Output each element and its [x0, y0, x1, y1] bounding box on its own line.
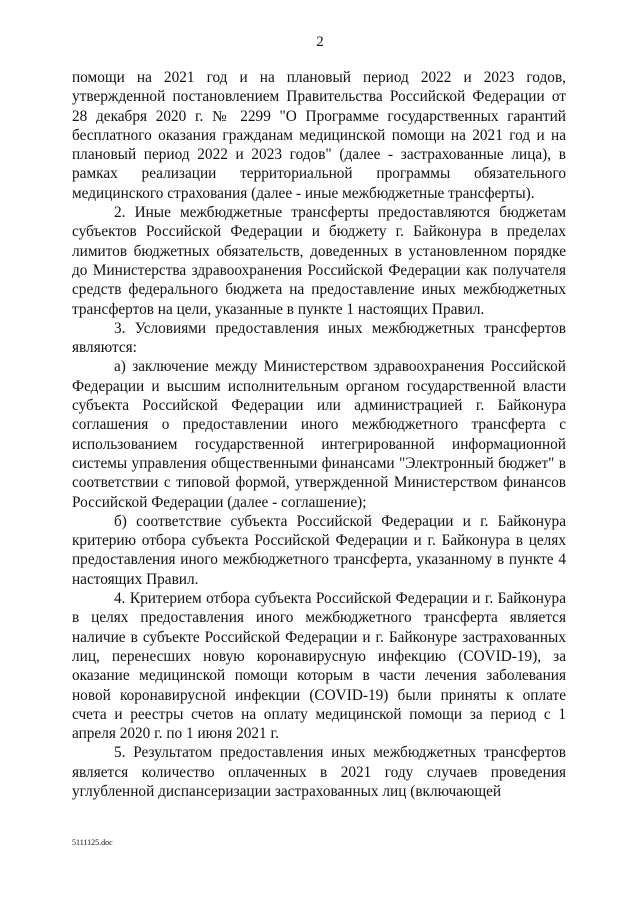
- paragraph-item-3: 3. Условиями предоставления иных межбюджетных трансфертов являются:: [72, 319, 566, 357]
- paragraph-item-2: 2. Иные межбюджетные трансферты предоставляются бюджетам субъектов Российской Федерации и бюджету г. Байконура в пределах лимитов бюджетных обязательств, доведенных в установленном порядке до Министерства здравоохранения Российской Федерации как получателя средств федерального бюджета на предоставление иных межбюджетных трансфертов на цели, указанные в пункте 1 настоящих Правил.: [72, 204, 566, 318]
- paragraph-continuation: помощи на 2021 год и на плановый период 2022 и 2023 годов, утвержденной постановлением Правительства Российской Федерации от 28 декабря 2020 г. № 2299 "О Программе государственных гарантий бесплатного оказания гражданам медицинской помощи на 2021 год и на плановый период 2022 и 2023 годов" (далее - застрахованные лица), в рамках реализации территориальной программы обязательного медицинского страхования (далее - иные межбюджетные трансферты).: [72, 69, 566, 202]
- paragraph-item-5: 5. Результатом предоставления иных межбюджетных трансфертов является количество оплаченных в 2021 году случаев проведения углубленной диспансеризации застрахованных лиц (включающей: [72, 744, 566, 800]
- paragraph-item-4: 4. Критерием отбора субъекта Российской Федерации и г. Байконура в целях предоставления иного межбюджетного трансферта является наличие в субъекте Российской Федерации и г. Байконуре застрахованных лиц, перенесших новую коронавирусную инфекцию (COVID-19), за оказание медицинской помощи которым в части лечения заболевания новой коронавирусной инфекции (COVID-19) были приняты к оплате счета и реестры счетов на оплату медицинской помощи за период с 1 апреля 2020 г. по 1 июня 2021 г.: [72, 590, 566, 743]
- page-number: 2: [316, 34, 324, 50]
- paragraph-subitem-b: б) соответствие субъекта Российской Федерации и г. Байконура критерию отбора субъекта Российской Федерации и г. Байконура в целях предоставления иного межбюджетного трансферта, указанному в пункте 4 настоящих Правил.: [72, 512, 566, 588]
- body-text: [72, 68, 566, 801]
- paragraph-subitem-a: а) заключение между Министерством здравоохранения Российской Федерации и высшим исполнительным органом государственной власти субъекта Российской Федерации или администрацией г. Байконура соглашения о предоставлении иного межбюджетного трансферта с использованием государственной интегрированной информационной системы управления общественными финансами "Электронный бюджет" в соответствии с типовой формой, утвержденной Министерством финансов Российской Федерации (далее - соглашение);: [72, 358, 566, 511]
- document-filename: 5111125.doc: [72, 838, 113, 847]
